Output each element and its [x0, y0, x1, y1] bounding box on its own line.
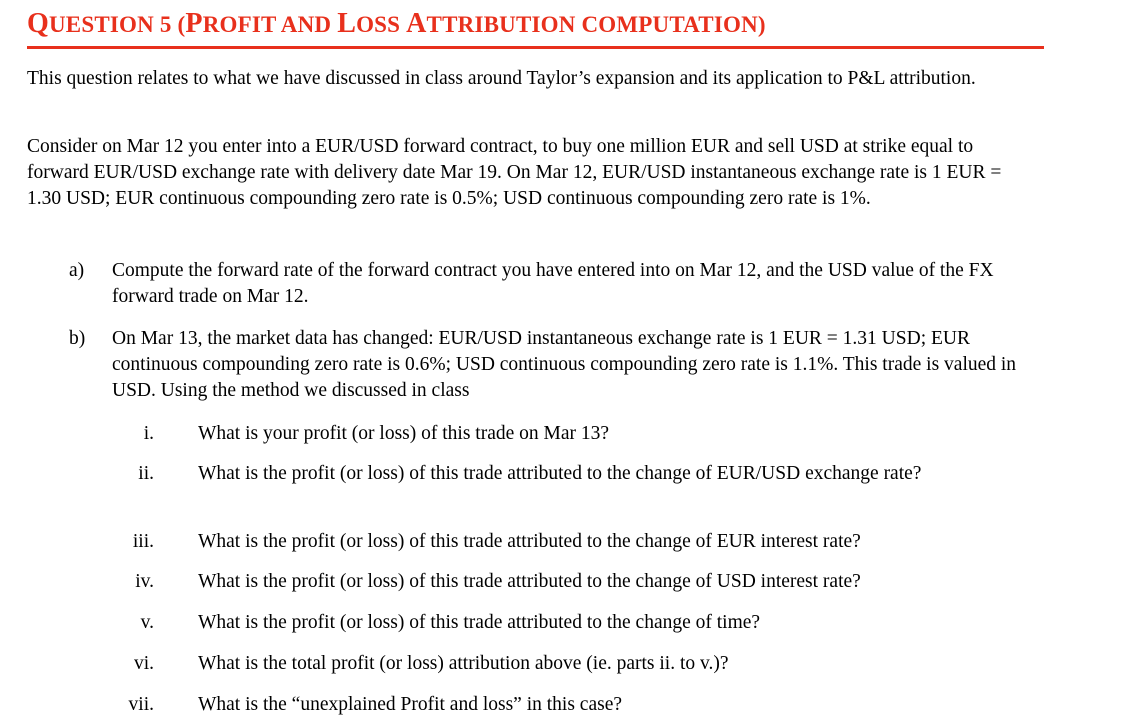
part-label: a): [69, 260, 85, 281]
part-text: Compute the forward rate of the forward contract you have entered into on Mar 12, and the USD value of the FX forward trade on Mar 12.: [112, 260, 994, 307]
subquestion-text: What is the total profit (or loss) attribution above (ie. parts ii. to v.)?: [198, 653, 729, 674]
intro-paragraph: This question relates to what we have discussed in class around Taylor’s expansion and its application to P&L attribution.: [27, 68, 976, 89]
heading-underline: [27, 46, 1044, 49]
subquestion-label: i.: [143, 423, 154, 444]
part-text: On Mar 13, the market data has changed: EUR/USD instantaneous exchange rate is 1 EUR = 1.31 USD; EUR continuous compounding zero rate is 0.6%; USD continuous compounding zero rate is 1.1%. This trade is valued in USD. Using the method we discussed in class: [112, 328, 1017, 401]
question-heading: QUESTION 5 (PROFIT AND LOSS ATTRIBUTION COMPUTATION): [27, 8, 766, 39]
subquestion-text: What is the “unexplained Profit and loss” in this case?: [198, 694, 623, 715]
subquestion-text: What is your profit (or loss) of this trade on Mar 13?: [198, 423, 610, 444]
subquestion-label: iii.: [132, 531, 154, 552]
subquestion-label: ii.: [138, 463, 154, 484]
subquestion-label: vii.: [128, 694, 154, 715]
subquestion-label: v.: [140, 612, 154, 633]
subquestion-label: iv.: [135, 571, 154, 592]
context-paragraph: Consider on Mar 12 you enter into a EUR/USD forward contract, to buy one million EUR and sell USD at strike equal to forward EUR/USD exchange rate with delivery date Mar 19. On Mar 12, EUR/USD instantaneous exchange rate is 1 EUR = 1.30 USD; EUR continuous compounding zero rate is 0.5%; USD continuous compounding zero rate is 1%.: [27, 136, 1002, 209]
subquestion-text: What is the profit (or loss) of this trade attributed to the change of USD interest rate?: [198, 571, 861, 592]
subquestion-label: vi.: [133, 653, 154, 674]
subquestion-text: What is the profit (or loss) of this trade attributed to the change of EUR interest rate?: [198, 531, 861, 552]
subquestion-text: What is the profit (or loss) of this trade attributed to the change of time?: [198, 612, 761, 633]
part-label: b): [69, 328, 86, 349]
subquestion-text: What is the profit (or loss) of this trade attributed to the change of EUR/USD exchange rate?: [198, 463, 922, 484]
